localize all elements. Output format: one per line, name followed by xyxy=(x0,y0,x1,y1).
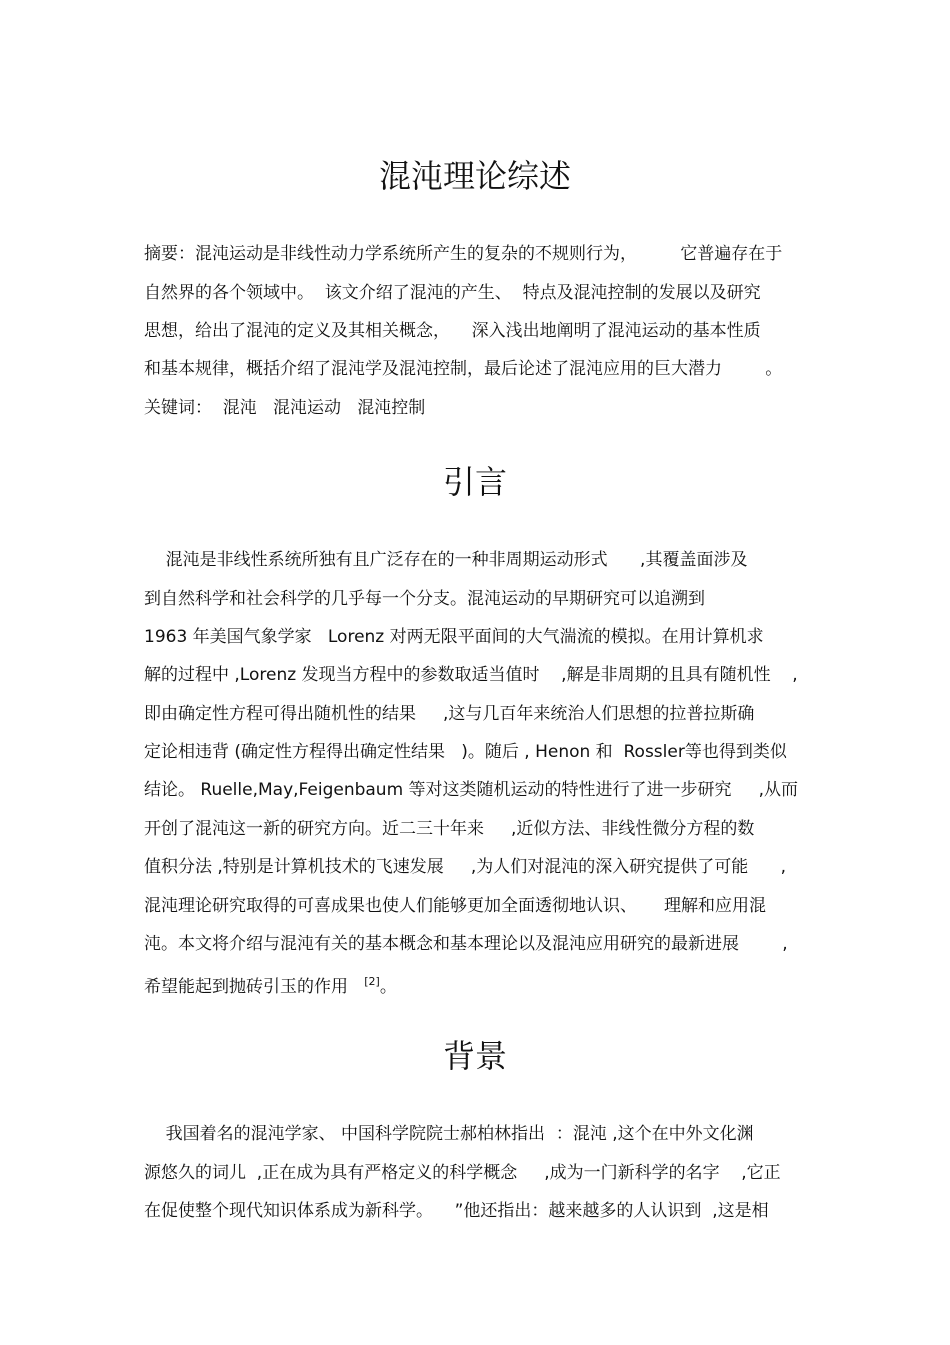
paragraph-line: 定论相违背 (确定性方程得出确定性结果 )。随后 , Henon 和 Rossler等也得到类似 xyxy=(144,742,787,762)
paragraph-end: 。 xyxy=(379,977,397,997)
section-heading-background: 背景 xyxy=(442,1037,507,1075)
paragraph-line: 沌。本文将介绍与混沌有关的基本概念和基本理论以及混沌应用研究的最新进展 , xyxy=(144,934,788,954)
paragraph-line-last xyxy=(144,970,397,999)
paragraph-line: 我国着名的混沌学家、 中国科学院院士郝柏林指出 ：混沌 ,这个在中外文化渊 xyxy=(144,1124,754,1144)
paragraph-line: 在促使整个现代知识体系成为新科学。 ”他还指出：越来越多的人认识到 ,这是相 xyxy=(144,1201,769,1221)
paragraph-line: 开创了混沌这一新的研究方向。近二三十年来 ,近似方法、非线性微分方程的数 xyxy=(144,819,755,839)
paragraph-line: 混沌理论研究取得的可喜成果也使人们能够更加全面透彻地认识、 理解和应用混 xyxy=(144,896,767,916)
paragraph-line: 结论。 Ruelle,May,Feigenbaum 等对这类随机运动的特性进行了进一步研究 ,从而 xyxy=(144,780,798,800)
document-title: 混沌理论综述 xyxy=(378,157,571,195)
paragraph-line: 值积分法 ,特别是计算机技术的飞速发展 ,为人们对混沌的深入研究提供了可能 , xyxy=(144,857,787,877)
citation-superscript: [2] xyxy=(364,975,380,988)
paragraph-line: 到自然科学和社会科学的几乎每一个分支。混沌运动的早期研究可以追溯到 xyxy=(144,589,705,609)
paragraph-line: 解的过程中 ,Lorenz 发现当方程中的参数取适当值时 ,解是非周期的且具有随机性 , xyxy=(144,665,798,685)
paragraph-text: 希望能起到抛砖引玉的作用 xyxy=(144,977,365,997)
abstract-line: 思想，给出了混沌的定义及其相关概念， 深入浅出地阐明了混沌运动的基本性质 xyxy=(144,321,761,341)
abstract-line: 和基本规律，概括介绍了混沌学及混沌控制，最后论述了混沌应用的巨大潜力 。 xyxy=(144,359,783,379)
paragraph-line: 混沌是非线性系统所独有且广泛存在的一种非周期运动形式 ,其覆盖面涉及 xyxy=(144,550,748,570)
paragraph-line: 1963 年美国气象学家 Lorenz 对两无限平面间的大气湍流的模拟。在用计算机求 xyxy=(144,627,764,647)
keywords-line: 关键词： 混沌 混沌运动 混沌控制 xyxy=(144,398,426,418)
section-heading-intro: 引言 xyxy=(442,463,507,501)
abstract-line: 摘要：混沌运动是非线性动力学系统所产生的复杂的不规则行为， 它普遍存在于 xyxy=(144,244,783,264)
paragraph-line: 即由确定性方程可得出随机性的结果 ,这与几百年来统治人们思想的拉普拉斯确 xyxy=(144,704,755,724)
paragraph-line: 源悠久的词儿 ,正在成为具有严格定义的科学概念 ,成为一门新科学的名字 ,它正 xyxy=(144,1163,781,1183)
abstract-line: 自然界的各个领域中。 该文介绍了混沌的产生、 特点及混沌控制的发展以及研究 xyxy=(144,283,761,303)
